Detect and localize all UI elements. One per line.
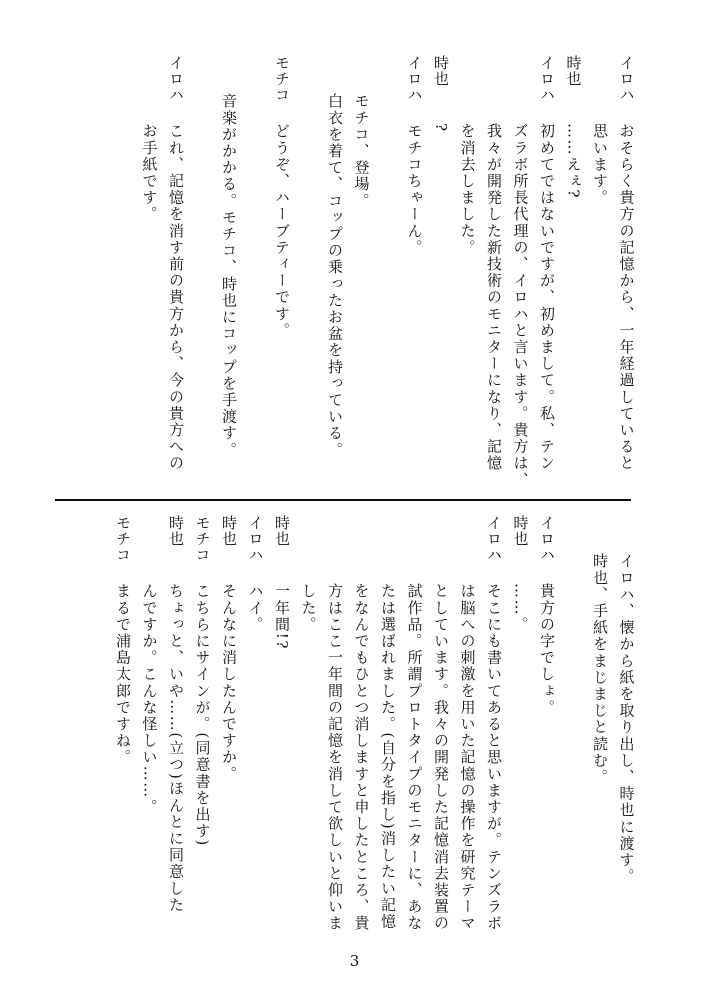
script-line [137, 55, 164, 485]
speaker-name: 時也 [167, 515, 185, 547]
stage-direction: 音楽がかかる。モチコ、時也にコップを手渡す。 [220, 93, 238, 459]
script-line [190, 515, 217, 945]
dialogue-text: ズラボ所長代理の、イロハと言います。貴方は、 [511, 123, 530, 489]
script-line [216, 55, 243, 485]
dialogue-text: 我々が開発した新技術のモニターになり、記憶 [485, 123, 503, 472]
speaker-name: イロハ [485, 515, 503, 563]
section-divider [55, 499, 631, 501]
script-line [243, 55, 270, 485]
dialogue-text: を消去しました。 [458, 123, 477, 256]
speaker-name: 時也 [564, 55, 583, 87]
script-line [243, 515, 270, 945]
script-line [402, 55, 429, 485]
script-line [296, 515, 323, 945]
speaker-name: 時也 [511, 515, 530, 547]
speaker-name: モチコ [193, 515, 212, 563]
dialogue-text: ……。 [511, 583, 530, 633]
script-line [349, 515, 376, 945]
stage-direction: イロハ、懐から紙を取り出し、時也に渡す。 [617, 553, 636, 885]
script-line [163, 55, 190, 485]
dialogue-text: たは選ばれました。(自分を指し)消したい記憶 [379, 583, 397, 930]
script-line [561, 55, 588, 485]
dialogue-text: をなんでもひとつ消しますと申したところ、貴 [352, 583, 371, 932]
script-line [322, 515, 349, 945]
dialogue-text: お手紙です。 [140, 123, 159, 223]
script-line [375, 55, 402, 485]
dialogue-text: 初めてではないですが、初めまして。私、テン [538, 123, 556, 472]
speaker-name: 時也 [220, 515, 238, 547]
dialogue-text: そこにも書いてあると思いますが。テンズラボ [485, 583, 503, 932]
script-line [163, 515, 190, 945]
script-line [481, 515, 508, 945]
speaker-name: イロハ [246, 515, 265, 563]
script-line [402, 515, 429, 945]
script-line [587, 515, 614, 945]
dialogue-text: 試作品。所謂プロトタイプのモニターに、あな [405, 583, 424, 932]
dialogue-text: ……えぇ? [564, 123, 583, 200]
script-line [269, 55, 296, 485]
dialogue-text: 方はここ一年間の記憶を消して欲しいと仰いま [326, 583, 344, 932]
speaker-name: イロハ [167, 55, 185, 103]
top-half [40, 55, 640, 489]
dialogue-text: した。 [299, 583, 318, 633]
dialogue-text: 一年間!? [273, 583, 291, 651]
dialogue-text: モチコちゃーん。 [405, 123, 424, 256]
script-line [455, 55, 482, 485]
dialogue-text: おそらく貴方の記憶から、一年経過していると [617, 123, 636, 472]
dialogue-text: ちょっと、いや……(立つ)ほんとに同意した [167, 583, 185, 914]
dialogue-text: ハイ。 [246, 583, 265, 633]
speaker-name: イロハ [538, 55, 556, 103]
script-line [190, 55, 217, 485]
script-line [561, 515, 588, 945]
script-line [296, 55, 323, 485]
bottom-columns [110, 515, 640, 945]
script-line [428, 55, 455, 485]
dialogue-text: これ、記憶を消す前の貴方から、今の貴方への [167, 123, 185, 472]
script-line [534, 55, 561, 485]
speaker-name: イロハ [617, 55, 636, 103]
page-number: 3 [349, 952, 360, 970]
speaker-name: 時也 [273, 515, 291, 547]
script-line [349, 55, 376, 485]
script-line [534, 515, 561, 945]
dialogue-text: は脳への刺激を用いた記憶の操作を研究テーマ [458, 583, 477, 932]
script-line [455, 515, 482, 945]
script-line [428, 515, 455, 945]
script-line [614, 515, 641, 945]
script-line [269, 515, 296, 945]
dialogue-text: まるで浦島太郎ですね。 [114, 583, 132, 766]
dialogue-text: こちらにサインが。(同意書を出す) [193, 583, 212, 847]
script-line [508, 55, 535, 489]
dialogue-text: 貴方の字でしょ。 [538, 583, 556, 716]
dialogue-text: どうぞ、ハーブティーです。 [273, 123, 291, 339]
script-line [481, 55, 508, 485]
speaker-name: 時也 [432, 55, 450, 87]
dialogue-text: 思います。 [591, 123, 609, 206]
script-line [216, 515, 243, 945]
speaker-name: イロハ [538, 515, 556, 563]
bottom-half [40, 515, 640, 945]
script-line [375, 515, 402, 945]
stage-direction: 時也、手紙をまじまじと読む。 [591, 553, 609, 786]
script-line [322, 55, 349, 485]
script-line [614, 55, 641, 485]
stage-direction: モチコ、登場。 [352, 93, 371, 210]
script-line [587, 55, 614, 485]
top-columns [137, 55, 641, 489]
script-line [137, 515, 164, 945]
stage-direction: 白衣を着て、コップの乗ったお盆を持っている。 [326, 93, 344, 459]
speaker-name: イロハ [405, 55, 424, 103]
speaker-name: モチコ [273, 55, 291, 103]
script-line [110, 515, 137, 945]
dialogue-text: んですか。こんな怪しい……。 [140, 583, 159, 816]
dialogue-text: ? [432, 123, 450, 133]
dialogue-text: としています。我々の開発した記憶消去装置の [432, 583, 450, 932]
script-line [508, 515, 535, 945]
dialogue-text: そんなに消したんですか。 [220, 583, 238, 783]
speaker-name: モチコ [114, 515, 132, 563]
